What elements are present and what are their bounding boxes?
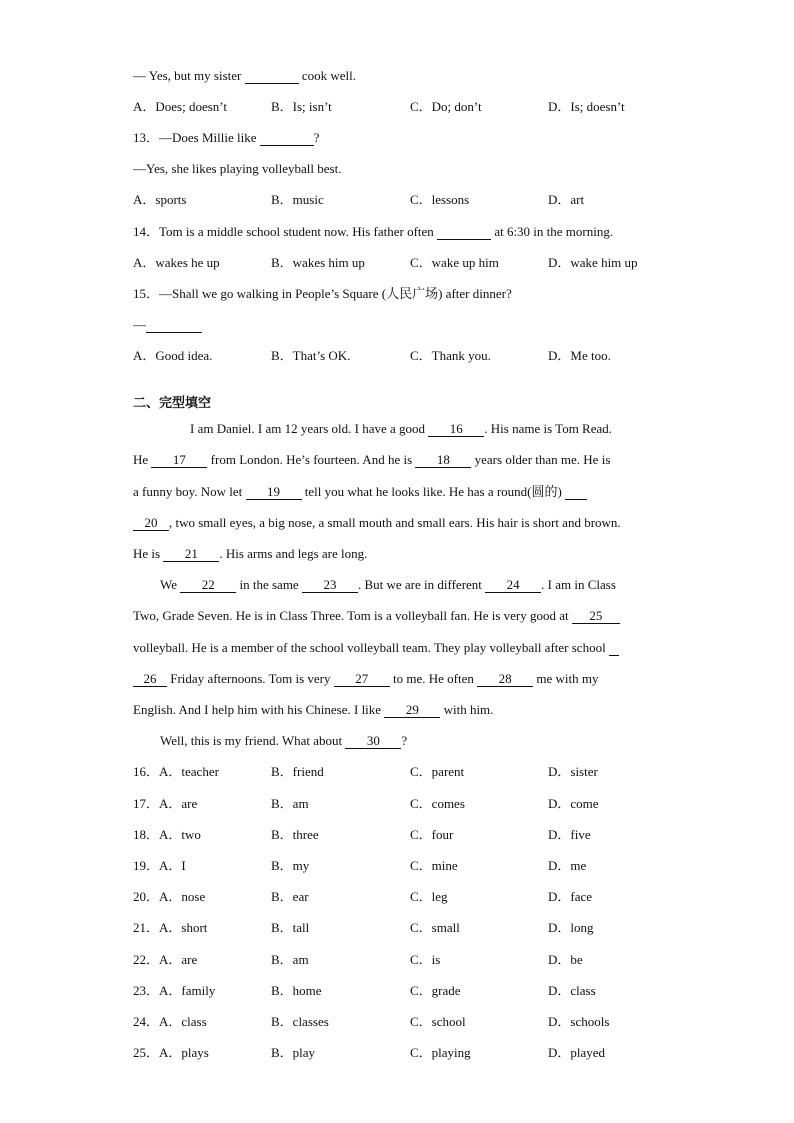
option-c[interactable]: C．lessons	[410, 192, 470, 207]
option-a[interactable]: A．wakes he up	[133, 255, 220, 270]
option-c[interactable]: C．four	[410, 827, 454, 842]
option-c[interactable]: C．comes	[410, 796, 465, 811]
option-b[interactable]: B．play	[271, 1045, 316, 1060]
question-number: 19．A．I	[133, 858, 186, 873]
option-d[interactable]: D．sister	[548, 764, 598, 779]
option-a[interactable]: A．Good idea.	[133, 348, 213, 363]
option-d[interactable]: D．five	[548, 827, 591, 842]
option-a[interactable]: A．sports	[133, 192, 187, 207]
q15-stem: 15．—Shall we go walking in People’s Square (人民广场) after dinner?	[133, 286, 512, 301]
question-number: 23．A．family	[133, 983, 216, 998]
cloze-blank-24[interactable]: 24	[485, 578, 541, 593]
option-b[interactable]: B．tall	[271, 920, 310, 935]
cloze-blank-20[interactable]: 20	[133, 516, 169, 531]
option-a[interactable]: A．I	[159, 858, 186, 873]
question-number: 18．A．two	[133, 827, 201, 842]
q15-answer: —	[133, 317, 202, 333]
cloze-blank-22[interactable]: 22	[180, 578, 236, 593]
cloze-blank-25[interactable]: 25	[572, 609, 620, 624]
passage-line-1: I am Daniel. I am 12 years old. I have a good 16 . His name is Tom Read.	[190, 421, 613, 436]
answer-blank[interactable]	[245, 69, 299, 84]
option-c[interactable]: C．is	[410, 952, 441, 967]
option-c[interactable]: C．small	[410, 920, 460, 935]
q13-stem: 13．—Does Millie like ?	[133, 130, 320, 145]
question-number: 20．A．nose	[133, 889, 206, 904]
cloze-blank-28[interactable]: 28	[477, 672, 533, 687]
option-a[interactable]: A．short	[159, 920, 208, 935]
question-number: 24．A．class	[133, 1014, 207, 1029]
option-d[interactable]: D．long	[548, 920, 594, 935]
option-c[interactable]: C．wake up him	[410, 255, 499, 270]
question-number: 25．A．plays	[133, 1045, 209, 1060]
passage-line-6: We 22 in the same 23 . But we are in different 24 . I am in Class	[160, 577, 616, 592]
option-d[interactable]: D．Me too.	[548, 348, 611, 363]
answer-blank[interactable]	[437, 225, 491, 240]
option-d[interactable]: D．be	[548, 952, 583, 967]
option-d[interactable]: D．played	[548, 1045, 606, 1060]
answer-blank	[609, 641, 619, 656]
option-c[interactable]: C．grade	[410, 983, 461, 998]
option-c[interactable]: C．Do; don’t	[410, 99, 482, 114]
cloze-blank-17[interactable]: 17	[151, 453, 207, 468]
cloze-blank-27[interactable]: 27	[334, 672, 390, 687]
option-b[interactable]: B．home	[271, 983, 322, 998]
option-a[interactable]: A．are	[159, 952, 198, 967]
cloze-blank-26[interactable]: 26	[133, 672, 167, 687]
option-a[interactable]: A．class	[159, 1014, 207, 1029]
option-b[interactable]: B．three	[271, 827, 319, 842]
cloze-blank-19[interactable]: 19	[246, 485, 302, 500]
passage-line-10: English. And I help him with his Chinese. I like 29 with him.	[133, 702, 494, 717]
passage-line-4: 20 , two small eyes, a big nose, a small mouth and small ears. His hair is short and brown.	[133, 515, 621, 531]
cloze-blank-30[interactable]: 30	[345, 734, 401, 749]
question-number: 17．A．are	[133, 796, 198, 811]
option-a[interactable]: A．teacher	[159, 764, 219, 779]
option-c[interactable]: C．school	[410, 1014, 466, 1029]
question-number: 22．A．are	[133, 952, 198, 967]
option-d[interactable]: D．art	[548, 192, 585, 207]
option-a[interactable]: A．are	[159, 796, 198, 811]
answer-blank[interactable]	[146, 318, 202, 333]
option-b[interactable]: B．wakes him up	[271, 255, 365, 270]
option-b[interactable]: B．friend	[271, 764, 324, 779]
option-b[interactable]: B．am	[271, 796, 309, 811]
option-b[interactable]: B．am	[271, 952, 309, 967]
option-b[interactable]: B．music	[271, 192, 324, 207]
option-d[interactable]: D．me	[548, 858, 587, 873]
question-number: 16．A．teacher	[133, 764, 219, 779]
option-b[interactable]: B．classes	[271, 1014, 329, 1029]
section-title: 二、完型填空	[133, 396, 212, 411]
q14-stem: 14．Tom is a middle school student now. His father often at 6:30 in the morning.	[133, 224, 614, 239]
option-c[interactable]: C．parent	[410, 764, 465, 779]
option-d[interactable]: D．schools	[548, 1014, 610, 1029]
passage-line-3: a funny boy. Now let 19 tell you what he looks like. He has a round(圆的)	[133, 484, 587, 500]
passage-line-2: He 17 from London. He’s fourteen. And he is 18 years older than me. He is	[133, 452, 611, 467]
option-d[interactable]: D．wake him up	[548, 255, 638, 270]
passage-line-11: Well, this is my friend. What about 30 ?	[160, 733, 408, 748]
passage-line-9: 26 Friday afternoons. Tom is very 27 to me. He often 28 me with my	[133, 671, 598, 687]
question-number: 21．A．short	[133, 920, 208, 935]
option-c[interactable]: C．leg	[410, 889, 448, 904]
option-d[interactable]: D．class	[548, 983, 596, 998]
passage-line-8: volleyball. He is a member of the school volleyball team. They play volleyball after school	[133, 640, 619, 656]
option-d[interactable]: D．come	[548, 796, 599, 811]
option-a[interactable]: A．Does; doesn’t	[133, 99, 228, 114]
option-c[interactable]: C．playing	[410, 1045, 471, 1060]
cloze-blank-23[interactable]: 23	[302, 578, 358, 593]
option-b[interactable]: B．my	[271, 858, 310, 873]
option-d[interactable]: D．Is; doesn’t	[548, 99, 625, 114]
q12-answer-line: — Yes, but my sister cook well.	[133, 68, 357, 83]
option-b[interactable]: B．Is; isn’t	[271, 99, 332, 114]
answer-blank	[565, 485, 587, 500]
q13-answer: —Yes, she likes playing volleyball best.	[133, 161, 342, 176]
option-b[interactable]: B．ear	[271, 889, 309, 904]
option-b[interactable]: B．That’s OK.	[271, 348, 351, 363]
option-a[interactable]: A．plays	[159, 1045, 209, 1060]
option-c[interactable]: C．mine	[410, 858, 458, 873]
option-a[interactable]: A．nose	[159, 889, 206, 904]
option-a[interactable]: A．family	[159, 983, 216, 998]
cloze-blank-29[interactable]: 29	[384, 703, 440, 718]
option-a[interactable]: A．two	[159, 827, 201, 842]
option-c[interactable]: C．Thank you.	[410, 348, 491, 363]
cloze-blank-16[interactable]: 16	[428, 422, 484, 437]
answer-blank[interactable]	[260, 131, 314, 146]
passage-line-7: Two, Grade Seven. He is in Class Three. Tom is a volleyball fan. He is very good at 25	[133, 608, 620, 624]
option-d[interactable]: D．face	[548, 889, 593, 904]
cloze-blank-18[interactable]: 18	[415, 453, 471, 468]
passage-line-5: He is 21 . His arms and legs are long.	[133, 546, 368, 561]
cloze-blank-21[interactable]: 21	[163, 547, 219, 562]
